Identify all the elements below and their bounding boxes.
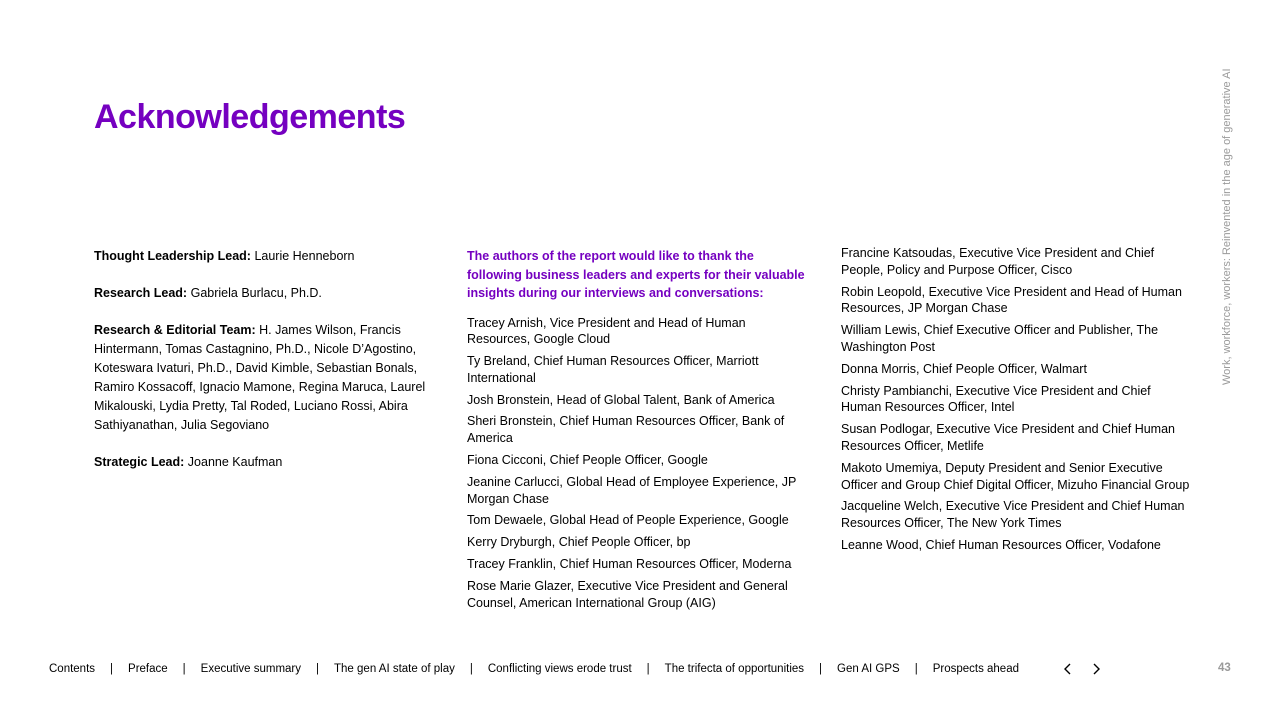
nav-separator: | bbox=[316, 663, 320, 675]
credit-value: Laurie Henneborn bbox=[254, 249, 355, 263]
credit-thought-leadership bbox=[94, 247, 439, 266]
person-entry: Christy Pambianchi, Executive Vice President and Chief Human Resources Officer, Intel bbox=[841, 383, 1151, 415]
person-entry: Sheri Bronstein, Chief Human Resources Officer, Bank of America bbox=[467, 414, 785, 446]
thanks-intro: The authors of the report would like to thank the following business leaders and experts for their valuable insights during our interviews and conversations: bbox=[467, 249, 805, 300]
chevron-right-icon[interactable] bbox=[1088, 660, 1104, 678]
person-entry: Tracey Arnish, Vice President and Head of Human Resources, Google Cloud bbox=[467, 315, 746, 347]
person-entry: Rose Marie Glazer, Executive Vice President and General Counsel, American International Group (AIG) bbox=[467, 578, 788, 610]
nav-link-conflicting-views-erode-trust[interactable]: Conflicting views erode trust bbox=[487, 663, 632, 675]
thanks-column-1 bbox=[467, 247, 812, 616]
credit-research-lead bbox=[94, 284, 439, 303]
credit-label: Research & Editorial Team: bbox=[94, 323, 256, 337]
person-entry: Josh Bronstein, Head of Global Talent, Bank of America bbox=[467, 392, 775, 407]
nav-link-executive-summary[interactable]: Executive summary bbox=[200, 663, 302, 675]
credit-value: Joanne Kaufman bbox=[187, 455, 283, 469]
person-entry: Francine Katsoudas, Executive Vice President and Chief People, Policy and Purpose Officer, Cisco bbox=[841, 246, 1155, 277]
credit-label: Research Lead: bbox=[94, 286, 188, 300]
footer-navigation bbox=[49, 660, 1019, 678]
person-entry: Donna Morris, Chief People Officer, Walmart bbox=[841, 361, 1087, 376]
nav-link-the-gen-ai-state-of-play[interactable]: The gen AI state of play bbox=[334, 663, 455, 675]
nav-separator: | bbox=[110, 663, 114, 675]
nav-link-prospects-ahead[interactable]: Prospects ahead bbox=[932, 663, 1019, 675]
page-arrows bbox=[1060, 660, 1104, 678]
chevron-left-icon[interactable] bbox=[1060, 660, 1076, 678]
page-number: 43 bbox=[1218, 662, 1231, 674]
nav-separator: | bbox=[646, 663, 650, 675]
person-entry: Makoto Umemiya, Deputy President and Senior Executive Officer and Group Chief Digital Officer, Mizuho Financial Group bbox=[841, 460, 1190, 492]
person-entry: Jeanine Carlucci, Global Head of Employee Experience, JP Morgan Chase bbox=[467, 474, 797, 506]
nav-separator: | bbox=[819, 663, 823, 675]
page-title: Acknowledgements bbox=[94, 98, 406, 136]
thanks-column-2 bbox=[841, 245, 1193, 559]
person-entry: Robin Leopold, Executive Vice President and Head of Human Resources, JP Morgan Chase bbox=[841, 284, 1182, 316]
person-entry: Fiona Cicconi, Chief People Officer, Google bbox=[467, 453, 708, 468]
credit-label: Strategic Lead: bbox=[94, 455, 185, 469]
credit-label: Thought Leadership Lead: bbox=[94, 249, 251, 263]
person-entry: Kerry Dryburgh, Chief People Officer, bp bbox=[467, 535, 691, 550]
people-list-1 bbox=[467, 315, 812, 612]
nav-link-preface[interactable]: Preface bbox=[128, 663, 168, 675]
people-list-2 bbox=[841, 245, 1193, 554]
credits-column bbox=[94, 247, 439, 490]
nav-link-contents[interactable]: Contents bbox=[49, 663, 96, 675]
nav-separator: | bbox=[182, 663, 186, 675]
credit-value: Gabriela Burlacu, Ph.D. bbox=[190, 286, 322, 300]
person-entry: Tracey Franklin, Chief Human Resources Officer, Moderna bbox=[467, 557, 792, 572]
person-entry: Tom Dewaele, Global Head of People Experience, Google bbox=[467, 513, 789, 528]
nav-link-gen-ai-gps[interactable]: Gen AI GPS bbox=[837, 663, 900, 675]
person-entry: William Lewis, Chief Executive Officer and Publisher, The Washington Post bbox=[841, 323, 1159, 354]
credit-research-team bbox=[94, 321, 439, 435]
person-entry: Jacqueline Welch, Executive Vice President and Chief Human Resources Officer, The New York Times bbox=[841, 499, 1185, 531]
person-entry: Leanne Wood, Chief Human Resources Officer, Vodafone bbox=[841, 537, 1161, 552]
report-side-title: Work, workforce, workers: Reinvented in the age of generative AI bbox=[1221, 68, 1233, 385]
person-entry: Susan Podlogar, Executive Vice President and Chief Human Resources Officer, Metlife bbox=[841, 422, 1175, 453]
nav-link-the-trifecta-of-opportunities[interactable]: The trifecta of opportunities bbox=[664, 663, 805, 675]
nav-separator: | bbox=[469, 663, 473, 675]
nav-separator: | bbox=[914, 663, 918, 675]
credit-strategic-lead bbox=[94, 453, 439, 472]
credit-value: H. James Wilson, Francis Hintermann, Tomas Castagnino, Ph.D., Nicole D’Agostino, Koteswara Ivaturi, Ph.D., David Kimble, Sebastian Bonals, Ramiro Kossacoff, Ignacio Mamone, Regina Maruca, Laurel Mikalouski, Lydia Pretty, Tal Roded, Luciano Rossi, Abira Sathiyanathan, Julia Segoviano bbox=[94, 323, 426, 432]
person-entry: Ty Breland, Chief Human Resources Officer, Marriott International bbox=[467, 354, 759, 385]
